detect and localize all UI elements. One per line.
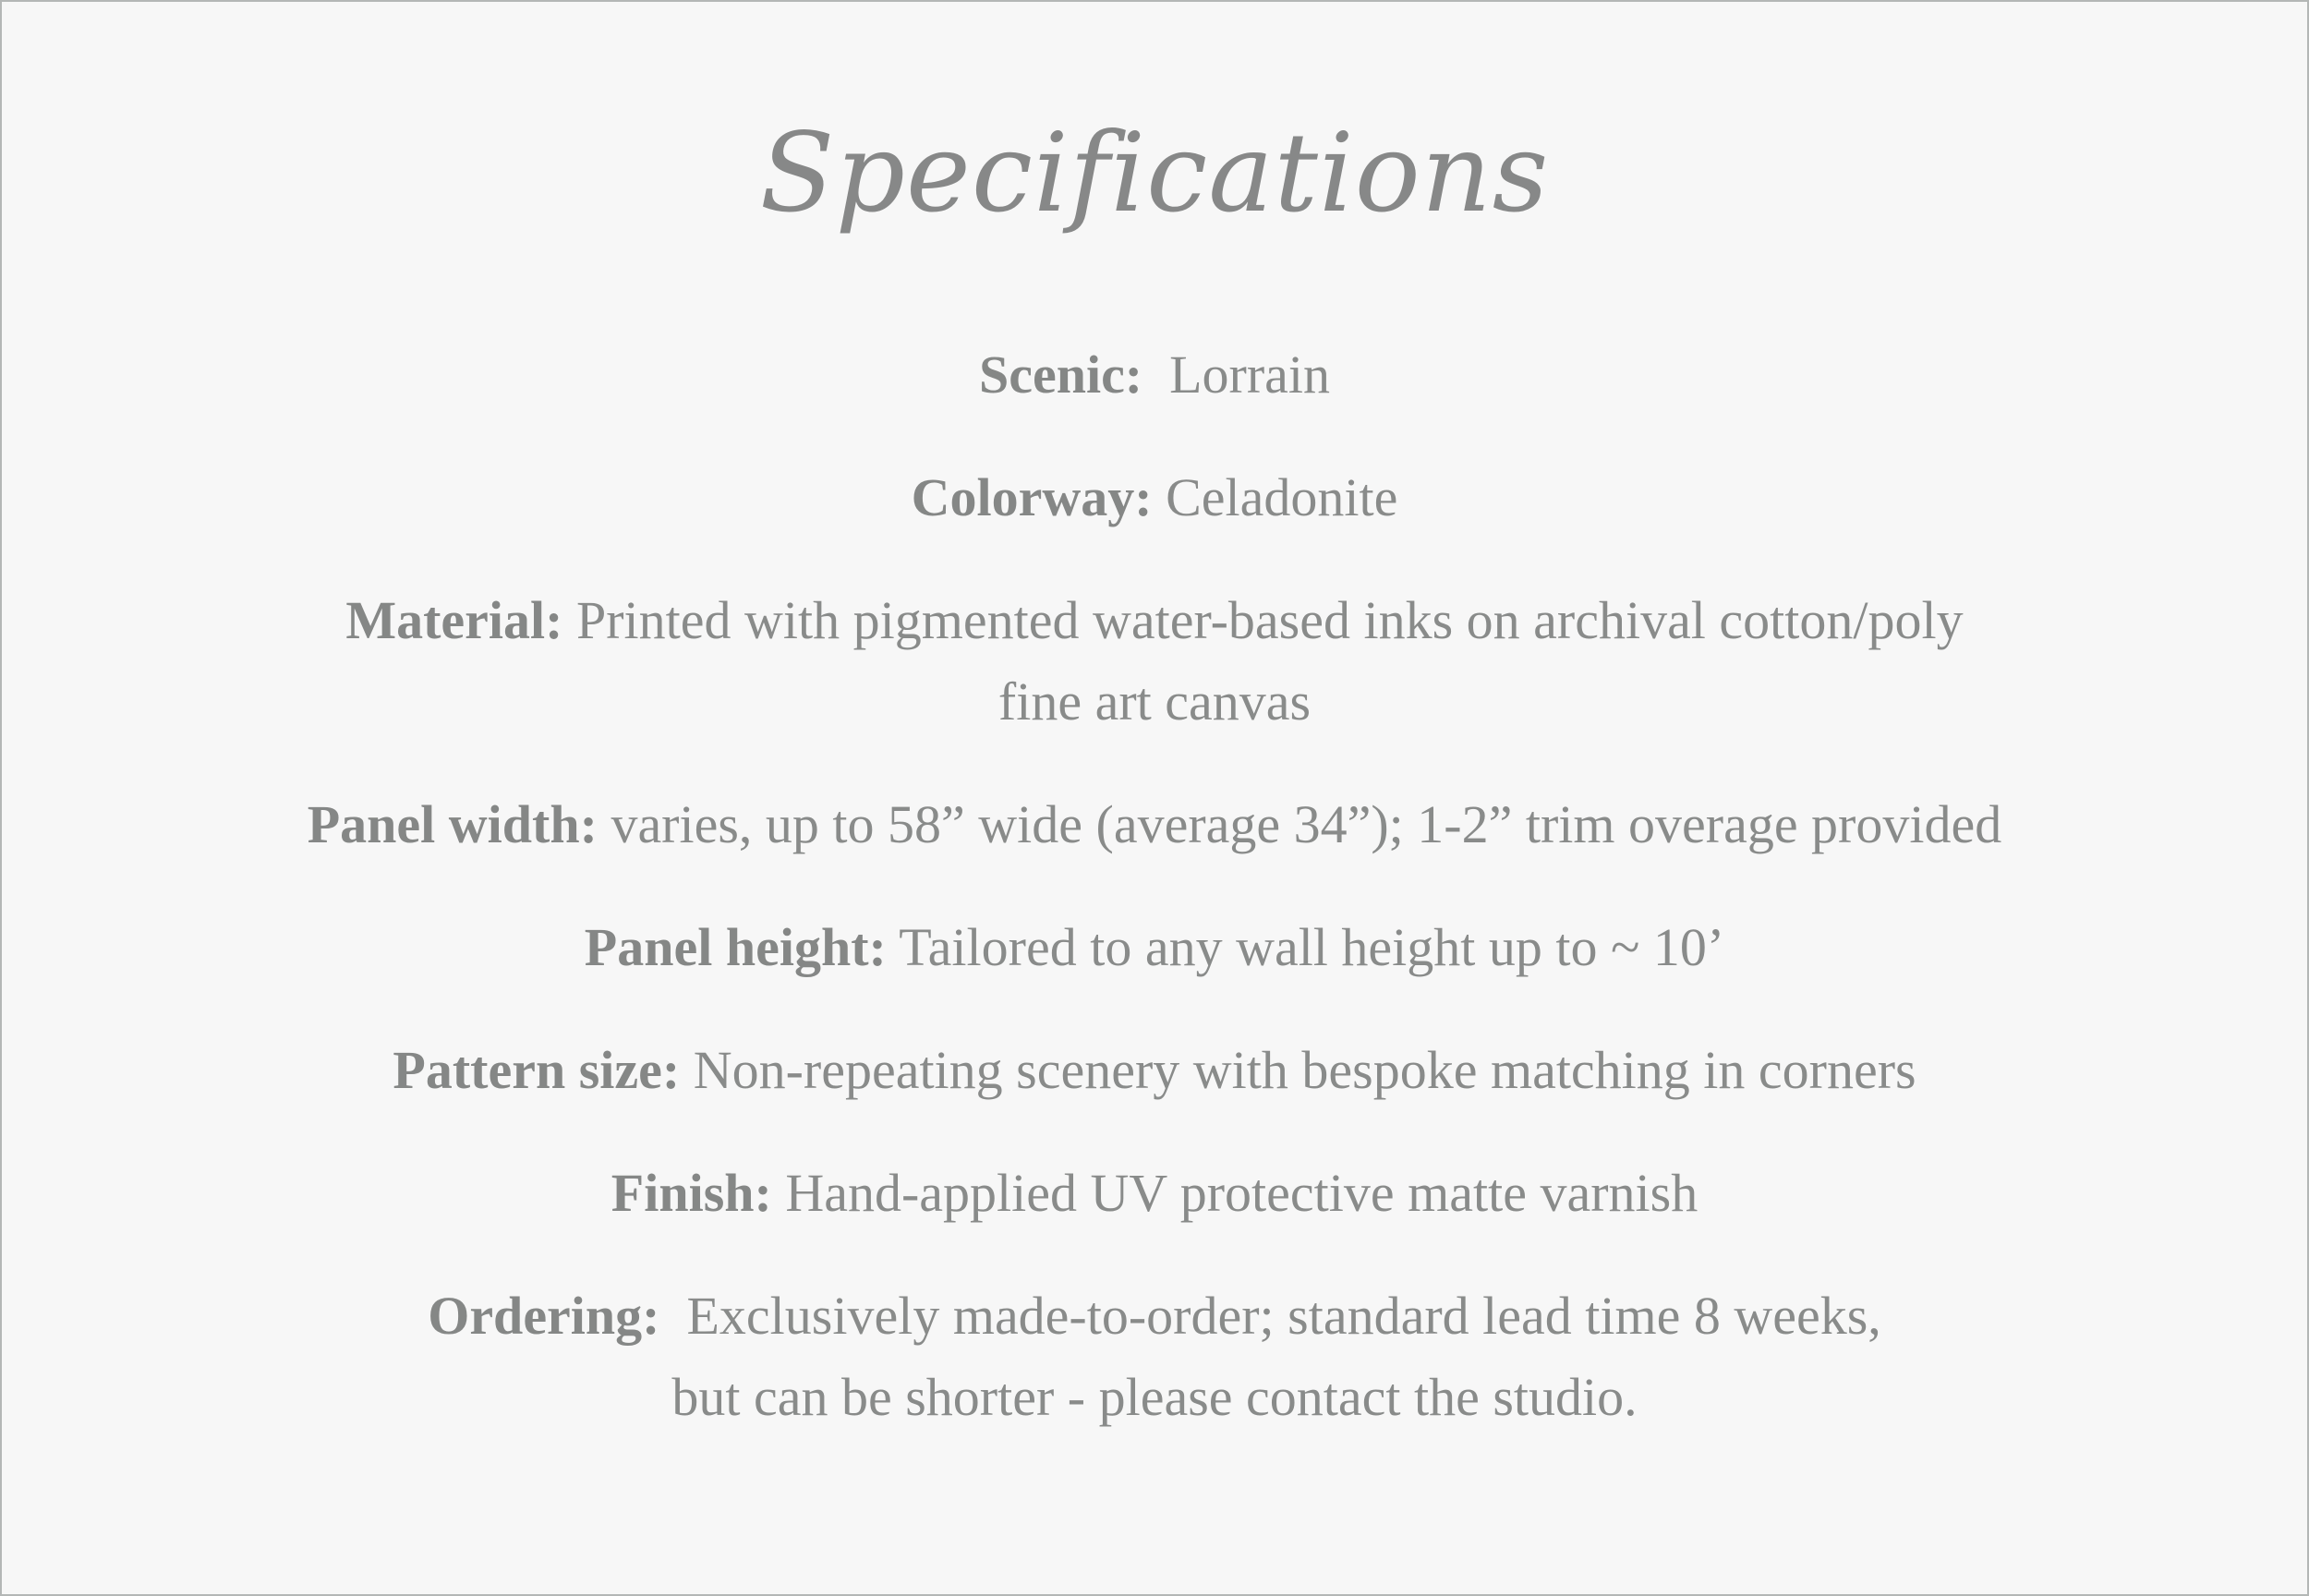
spec-value: Exclusively made-to-order; standard lead time 8 weeks, [686,1286,1881,1346]
spec-label: Material: [345,590,563,650]
spec-label: Finish: [610,1163,772,1223]
spec-line [2,1276,2307,1357]
spec-label: Panel height: [584,917,887,977]
spec-pattern-size [2,1030,2307,1111]
spec-value: Tailored to any wall height up to ~ 10’ [899,917,1725,977]
spec-ordering [2,1276,2307,1438]
spec-value: Hand-applied UV protective matte varnish [785,1163,1699,1223]
page-title: Specifications [759,109,1550,236]
spec-value: Celadonite [1166,467,1398,527]
spec-finish [2,1153,2307,1234]
spec-label: Panel width: [307,794,598,854]
spec-value-continued: fine art canvas [997,671,1312,732]
spec-panel-height [2,907,2307,988]
specifications-list [2,334,2307,1480]
spec-value: Non-repeating scenery with bespoke matching in corners [693,1040,1916,1100]
spec-label: Scenic: [978,345,1143,405]
spec-label: Pattern size: [393,1040,681,1100]
spec-colorway [2,457,2307,538]
spec-label: Ordering: [428,1286,660,1346]
spec-material [2,580,2307,743]
spec-line [2,580,2307,661]
spec-value: varies, up to 58” wide (average 34”); 1-2” trim overage provided [610,794,2002,854]
spec-panel-width [2,784,2307,865]
spec-value-continued: but can be shorter - please contact the studio. [671,1367,1638,1427]
spec-scenic [2,334,2307,416]
spec-label: Colorway: [911,467,1153,527]
spec-value: Printed with pigmented water-based inks on archival cotton/poly [575,590,1964,650]
spec-value: Lorrain [1169,345,1331,405]
